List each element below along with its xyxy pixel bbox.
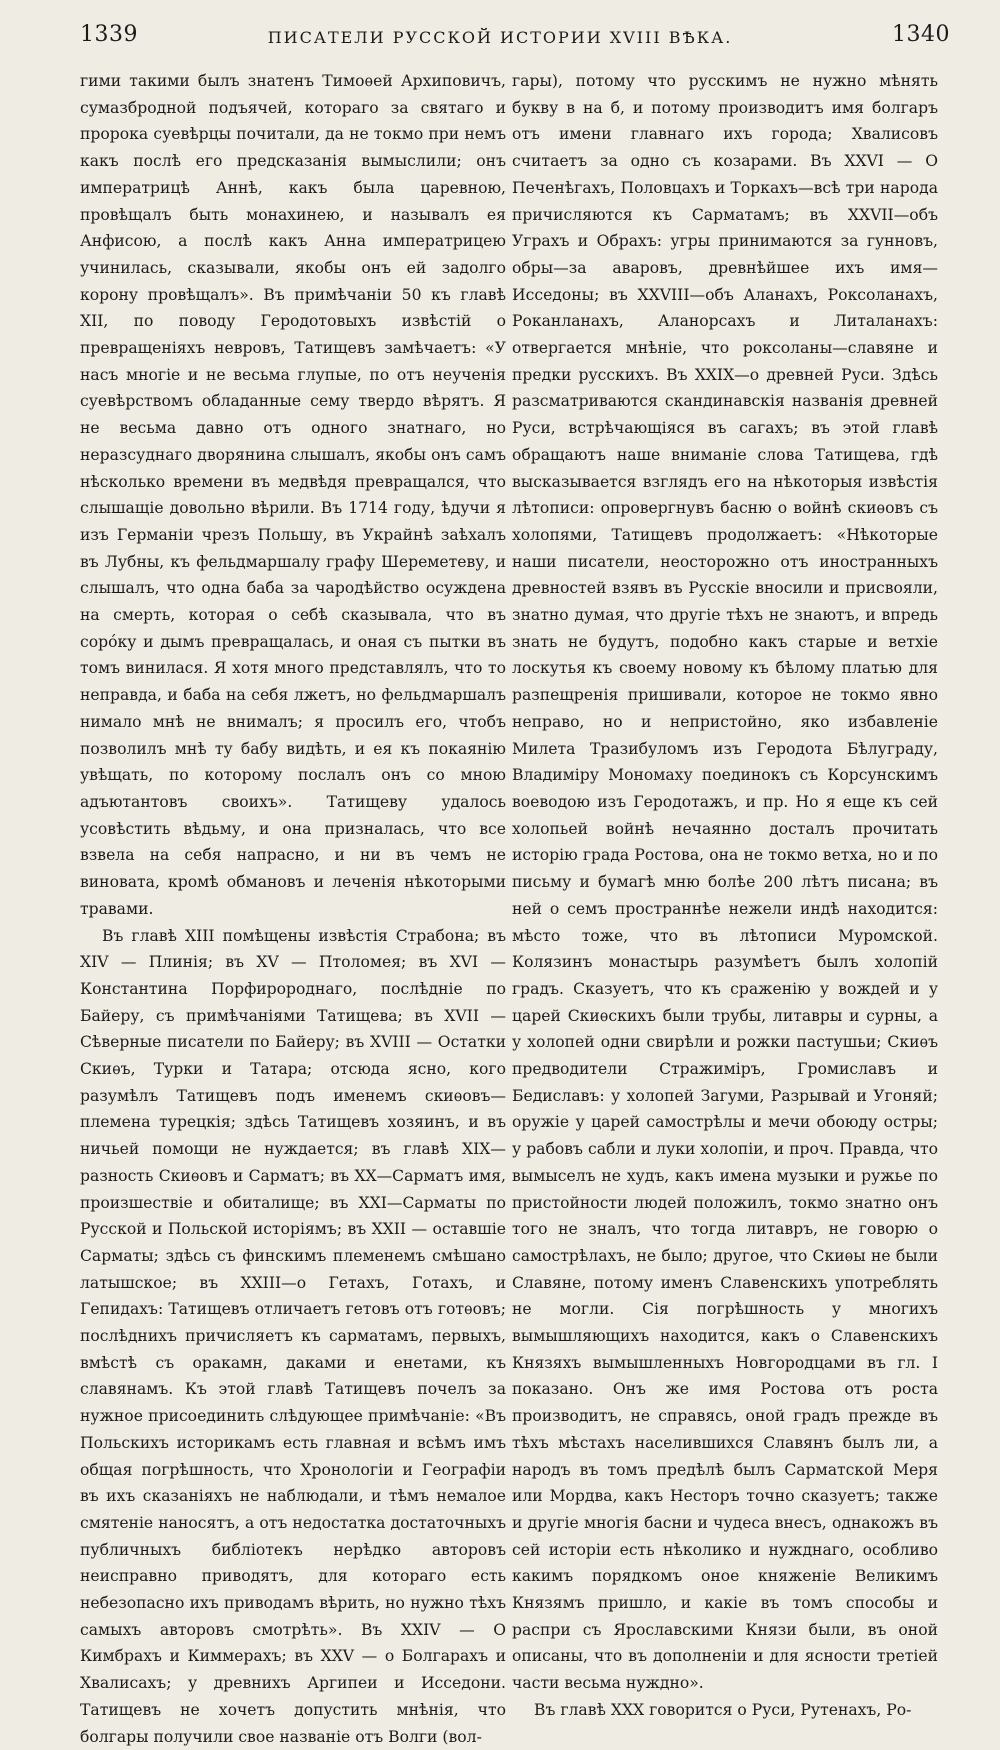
paragraph: гими такими былъ знатенъ Тимоѳей Архиповичъ, сумазбродной подъячей, котораго за святаго и пророка суевѣрцы почитали, да не токмо при немъ какъ послѣ его предсказанія вымыслили; онъ императрицѣ Аннѣ, какъ была царевною, провѣщалъ быть монахинею, и называлъ ея Анфисою, а послѣ какъ Анна императрицею учинилась, сказывали, якобы онъ ей задолго корону провѣщалъ». Въ примѣчаніи 50 къ главѣ XII, по поводу Геродотовыхъ извѣстій о превращеніяхъ невровъ, Татищевъ замѣчаетъ: «У насъ многіе и не весьма глупые, по отъ неученія суевѣрствомъ обладанные сему твердо вѣрятъ. Я не весьма давно отъ одного знатнаго, но неразсуднаго дворянина слышалъ, якобы онъ самъ нѣсколько времени въ медвѣдя превращался, что слышащіе довольно вѣрили. Въ 1714 году, ѣдучи я изъ Германіи чрезъ Польшу, въ Украйнѣ заѣхалъ въ Лубны, къ фельдмаршалу графу Шереметеву, и слышалъ, что одна баба за чародѣйство осуждена на смерть, которая о себѣ сказывала, что въ сорóку и дымъ превращалась, и оная съ пытки въ томъ винилася. Я хотя много представлялъ, что то неправда, и баба на себя лжетъ, но фельдмаршалъ нимало мнѣ не внималъ; я просилъ его, чтобъ позволилъ мнѣ ту бабу видѣть, и ея къ покаянію увѣщать, по которому послалъ онъ со мною адъютантовъ своихъ». Татищеву удалось усовѣстить вѣдьму, и она призналась, что все взвела на себя напрасно, и ни въ чемъ не виновата, кромѣ обмановъ и леченія нѣкоторыми травами. bbox=[80, 68, 506, 923]
paragraph: гары), потому что русскимъ не нужно мѣнять букву в на б, и потому производитъ имя болгаръ отъ имени главнаго ихъ города; Хвалисовъ считаетъ за одно съ козарами. Въ XXVI — О Печенѣгахъ, Половцахъ и Торкахъ—всѣ три народа причисляются къ Сарматамъ; въ XXVII—объ Уграхъ и Обрахъ: угры принимаются за гунновъ, обры—за аваровъ, древнѣйшее ихъ имя—Исседоны; въ XXVIII—объ Аланахъ, Роксоланахъ, Роканланахъ, Аланорсахъ и Литаланахъ: отвергается мнѣніе, что роксоланы—славяне и предки русскихъ. Въ XXIX—о древней Руси. Здѣсь разсматриваются скандинавскія названія древней Руси, встрѣчающіяся въ сагахъ; въ этой главѣ обращаютъ наше вниманіе слова Татищева, гдѣ высказывается взглядъ его на нѣкоторыя извѣстія лѣтописи: опровергнувъ басню о войнѣ скиѳовъ съ холопями, Татищевъ продолжаетъ: «Нѣкоторые наши писатели, неосторожно отъ иностранныхъ древностей взявъ въ Русскіе вносили и присвояли, знатно думая, что другіе тѣхъ не знаютъ, и впредь знать не будутъ, подобно какъ старые и ветхіе лоскутья къ своему новому къ бѣлому платью для разпещренія пришивали, которое не токмо явно неправо, но и непристойно, яко избавленіе Милета Тразибуломъ изъ Геродота Бѣлуграду, Владиміру Мономаху поединокъ съ Корсунскимъ воеводою изъ Геродотажъ, и пр. Но я еще къ сей холопьей войнѣ нечаянно досталъ прочитать исторію града Ростова, она не токмо ветха, но и по письму и бумагѣ мню болѣе 200 лѣтъ писана; въ ней о семъ пространнѣе нежели индѣ находится: мѣсто тоже, что въ лѣтописи Муромской. Колязинъ монастырь разумѣетъ былъ холопій градъ. Сказуетъ, что къ сраженію у вождей и у царей Скиѳскихъ были трубы, литавры и сурны, а у холопей одни свирѣли и рожки пастушьи; Скиѳъ предводители Стражимiръ, Громиславъ и Бедиславъ: у холопей Загуми, Разрывай и Угоняй; оружіе у царей самострѣлы и мечи обоюду остры; у рабовъ сабли и луки холопіи, и проч. Правда, что вымыселъ не худъ, какъ имена музыки и ружье по пристойности людей положилъ, токмо знатно онъ того не зналъ, что тогда литавръ, не говорю о самострѣлахъ, не было; другое, что Скиѳы не были Славяне, потому именъ Славенскихъ употреблять не могли. Сія погрѣшность у многихъ вымышляющихъ находится, какъ о Славенскихъ Князяхъ вымышленныхъ Новгородцами въ гл. I показано. Онъ же имя Ростова отъ роста производитъ, не справясь, оной градъ прежде въ тѣхъ мѣстахъ населившихся Славянъ былъ ли, а народъ въ томъ предѣлѣ былъ Сарматской Меря или Мордва, какъ Несторъ точно сказуетъ; также и другіе многія басни и чудеса внесъ, однакожъ въ сей исторіи есть нѣколико и нужднаго, особливо какимъ порядкомъ оное княженіе Великимъ Князямъ пришло, и какіе въ томъ способы и распри съ Ярославскими Князи были, въ оной описаны, что въ дополненіи и для ясности третіей части весьма нуждно». bbox=[512, 68, 938, 1697]
page-number-left: 1339 bbox=[80, 22, 138, 47]
running-title: ПИСАТЕЛИ РУССКОЙ ИСТОРИИ XVIII ВѢКА. bbox=[0, 28, 1000, 47]
left-column bbox=[80, 68, 506, 1478]
paragraph: Въ главѣ XXX говорится о Руси, Рутенахъ, Ро- bbox=[512, 1697, 938, 1724]
page-number-right: 1340 bbox=[892, 22, 950, 47]
right-column bbox=[512, 68, 938, 1478]
paragraph: Въ главѣ XIII помѣщены извѣстія Страбона; въ XIV — Плинія; въ XV — Птоломея; въ XVI — Константина Порфиророднаго, послѣдніе по Байеру, съ примѣчаніями Татищева; въ XVII — Сѣверные писатели по Байеру; въ XVIII — Остатки Скиѳъ, Турки и Татара; отсюда ясно, кого разумѣлъ Татищевъ подъ именемъ скиѳовъ—племена турецкія; здѣсь Татищевъ хозяинъ, и въ ничьей помощи не нуждается; въ главѣ XIX—разность Скиѳовъ и Сарматъ; въ XX—Сарматъ имя, произшествіе и обиталище; въ XXI—Сарматы по Русской и Польской исторіямъ; въ XXII — оставшіе Сарматы; здѣсь съ финскимъ племенемъ смѣшано латышское; въ XXIII—о Гетахъ, Готахъ, и Гепидахъ: Татищевъ отличаетъ гетовъ отъ готѳовъ; послѣднихъ причисляетъ къ сарматамъ, первыхъ, вмѣстѣ съ оракамн, даками и енетами, къ славянамъ. Къ этой главѣ Татищевъ почелъ за нужное присоединить слѣдующее примѣчаніе: «Въ Польскихъ историкамъ есть главная и всѣмъ имъ общая погрѣшность, что Хронологіи и Географіи въ ихъ сказаніяхъ не наблюдали, и тѣмъ немалое смятеніе наносятъ, а отъ недостатка достаточныхъ публичныхъ библіотекъ нерѣдко авторовъ неисправно приводятъ, для котораго есть небезопасно ихъ приводамъ вѣрить, но нужно тѣхъ самыхъ авторовъ смотрѣть». Въ XXIV — О Кимбрахъ и Киммерахъ; въ XXV — о Болгарахъ и Хвалисахъ; у древнихъ Аргипеи и Исседони. Татищевъ не хочетъ допустить мнѣнія, что болгары получили свое названіе отъ Волги (вол- bbox=[80, 923, 506, 1750]
